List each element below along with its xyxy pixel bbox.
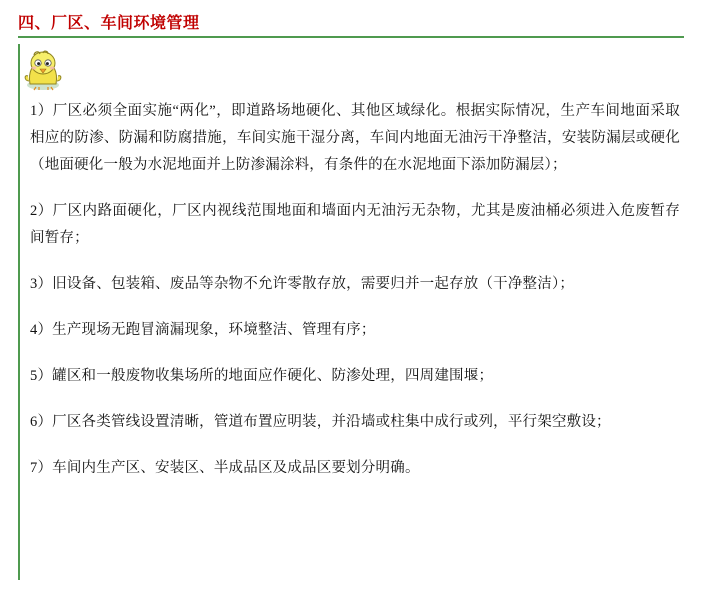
left-accent-bar [18, 44, 20, 580]
page-title: 四、厂区、车间环境管理 [18, 15, 200, 32]
paragraph-5: 5）罐区和一般废物收集场所的地面应作硬化、防渗处理，四周建围堰； [30, 368, 494, 384]
paragraph-1: 1）厂区必须全面实施“两化”，即道路场地硬化、其他区域绿化。根据实际情况，生产车间地面采取相应的防渗、防漏和防腐措施，车间实施干湿分离，车间内地面无油污干净整洁，安装防漏层或硬化（地面硬化一般为水泥地面并上防渗漏涂料，有条件的在水泥地面下添加防漏层）； [30, 103, 680, 173]
cartoon-chick-icon [22, 50, 68, 92]
heading-divider [18, 36, 684, 38]
paragraph-2: 2）厂区内路面硬化，厂区内视线范围地面和墙面内无油污无杂物，尤其是废油桶必须进入危废暂存间暂存； [30, 203, 680, 246]
body-content [30, 98, 680, 482]
paragraph-3: 3）旧设备、包装箱、废品等杂物不允许零散存放，需要归并一起存放（干净整洁）； [30, 276, 575, 292]
paragraph-6: 6）厂区各类管线设置清晰，管道布置应明装，并沿墙或柱集中成行或列，平行架空敷设； [30, 414, 611, 430]
paragraph-4: 4）生产现场无跑冒滴漏现象，环境整洁、管理有序； [30, 322, 376, 338]
paragraph-7: 7）车间内生产区、安装区、半成品区及成品区要划分明确。 [30, 460, 420, 476]
